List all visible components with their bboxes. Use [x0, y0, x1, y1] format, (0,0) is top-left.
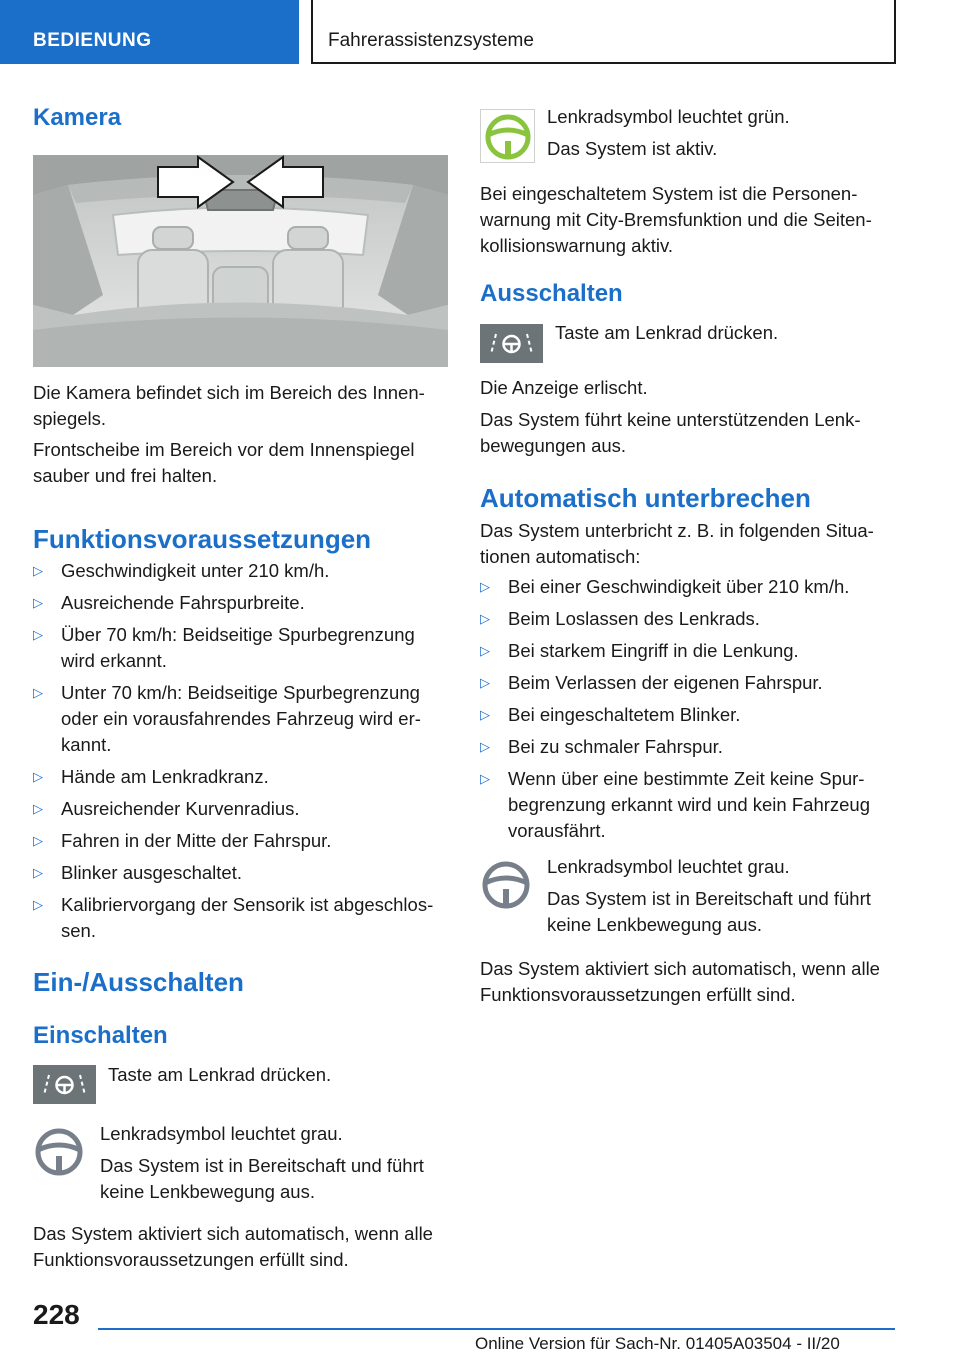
auto-text-left	[33, 1221, 448, 1273]
list-item	[480, 638, 895, 664]
eing-line: Bei eingeschaltetem System ist die Personen-	[480, 183, 858, 204]
unterbrechen-text	[480, 518, 895, 570]
list-item	[33, 680, 448, 758]
list-item-line: Unter 70 km/h: Beidseitige Spurbegrenzung	[61, 682, 420, 703]
list-item-line: Bei einer Geschwindigkeit über 210 km/h.	[508, 576, 850, 597]
list-item-text	[61, 796, 441, 822]
triangle-right-outline-icon: ▷	[480, 771, 490, 786]
list-item-line: Beim Loslassen des Lenkrads.	[508, 608, 760, 629]
page-number: 228	[33, 1299, 80, 1330]
list-item-text	[61, 680, 441, 758]
list-item-line: sen.	[61, 920, 96, 941]
list-item-text	[61, 590, 441, 616]
triangle-right-outline-icon: ▷	[33, 685, 43, 700]
kamera-line: Frontscheibe im Bereich vor dem Innenspiegel	[33, 439, 415, 460]
list-item-line: Geschwindigkeit unter 210 km/h.	[61, 560, 330, 581]
kamera-line: sauber und frei halten.	[33, 465, 218, 486]
list-item-line: oder ein vorausfahrendes Fahrzeug wird er-	[61, 708, 421, 729]
list-item	[33, 860, 448, 886]
auto-line: Das System aktiviert sich automatisch, wenn alle	[33, 1223, 433, 1244]
ein-ausschalten-heading: Ein-/Ausschalten	[33, 967, 244, 997]
list-item	[33, 558, 448, 584]
triangle-right-outline-icon: ▷	[33, 801, 43, 816]
grau-text-right	[547, 854, 895, 938]
section-tab	[0, 0, 299, 64]
triangle-right-outline-icon: ▷	[33, 833, 43, 848]
triangle-right-outline-icon: ▷	[33, 627, 43, 642]
list-item-text	[508, 638, 888, 664]
auto-line: Das System aktiviert sich automatisch, wenn alle	[480, 958, 880, 979]
grau-line: Das System ist in Bereitschaft und führt	[100, 1155, 424, 1176]
list-item-line: Über 70 km/h: Beidseitige Spurbegrenzung	[61, 624, 415, 645]
kamera-line: spiegels.	[33, 408, 107, 429]
list-item	[33, 892, 448, 944]
list-item-line: Fahren in der Mitte der Fahrspur.	[61, 830, 332, 851]
list-item-line: Blinker ausgeschaltet.	[61, 862, 242, 883]
triangle-right-outline-icon: ▷	[480, 579, 490, 594]
list-item-text	[508, 574, 888, 600]
list-item-line: wird erkannt.	[61, 650, 167, 671]
list-item	[480, 702, 895, 728]
triangle-right-outline-icon: ▷	[33, 769, 43, 784]
list-item	[33, 622, 448, 674]
eingeschaltet-text	[480, 181, 895, 259]
triangle-right-outline-icon: ▷	[480, 675, 490, 690]
auto-line: Funktionsvoraussetzungen erfüllt sind.	[480, 984, 796, 1005]
kamera-heading: Kamera	[33, 104, 122, 131]
eing-line: warnung mit City-Bremsfunktion und die Seiten-	[480, 209, 872, 230]
funktionsvoraussetzungen-heading: Funktionsvoraussetzungen	[33, 524, 372, 554]
list-item-line: begrenzung erkannt wird und kein Fahrzeug	[508, 794, 871, 815]
list-item-text	[61, 622, 441, 674]
list-item	[480, 606, 895, 632]
triangle-right-outline-icon: ▷	[480, 611, 490, 626]
camera-interior-photo	[33, 155, 448, 367]
steering-wheel-gray-icon	[480, 858, 543, 913]
grau-line: Lenkradsymbol leuchtet grau.	[100, 1123, 343, 1144]
einschalten-heading: Einschalten	[33, 1022, 168, 1049]
lane-assist-button-icon	[33, 1065, 96, 1104]
grau-line: Lenkradsymbol leuchtet grau.	[547, 856, 790, 877]
triangle-right-outline-icon: ▷	[33, 865, 43, 880]
fuehrt-line: bewegungen aus.	[480, 435, 627, 456]
list-item-text	[508, 670, 888, 696]
list-item-line: vorausfährt.	[508, 820, 606, 841]
fuehrt-line: Das System führt keine unterstützenden Lenk-	[480, 409, 861, 430]
list-item-text	[508, 766, 888, 844]
list-item-text	[61, 764, 441, 790]
list-item	[480, 766, 895, 844]
automatisch-unterbrechen-heading: Automatisch unterbrechen	[480, 483, 811, 513]
kamera-text-2	[33, 437, 448, 489]
triangle-right-outline-icon: ▷	[33, 595, 43, 610]
lane-assist-button-icon	[480, 324, 543, 363]
auto-line: Funktionsvoraussetzungen erfüllt sind.	[33, 1249, 349, 1270]
grau-line: keine Lenkbewegung aus.	[547, 914, 762, 935]
steering-wheel-green-icon	[480, 109, 535, 163]
gruen-line: Lenkradsymbol leuchtet grün.	[547, 106, 790, 127]
list-item	[480, 574, 895, 600]
chapter-box	[311, 0, 896, 64]
grau-line: Das System ist in Bereitschaft und führt	[547, 888, 871, 909]
list-item	[480, 670, 895, 696]
ausschalten-taste-text: Taste am Lenkrad drücken.	[555, 322, 779, 343]
eing-line: kollisionswarnung aktiv.	[480, 235, 673, 256]
list-item-line: Kalibriervorgang der Sensorik ist abgeschlos-	[61, 894, 434, 915]
list-item-text	[61, 828, 441, 854]
steering-wheel-gray-icon	[33, 1125, 96, 1180]
list-item-line: Wenn über eine bestimmte Zeit keine Spur-	[508, 768, 865, 789]
list-item-line: Bei eingeschaltetem Blinker.	[508, 704, 741, 725]
list-item-text	[508, 734, 888, 760]
triangle-right-outline-icon: ▷	[480, 739, 490, 754]
list-item	[33, 828, 448, 854]
list-item-line: Ausreichender Kurvenradius.	[61, 798, 300, 819]
online-version: Online Version für Sach-Nr. 01405A03504 - II/20	[475, 1334, 840, 1353]
ausschalten-heading: Ausschalten	[480, 280, 623, 307]
car-interior-illustration	[33, 155, 448, 367]
gruen-line: Das System ist aktiv.	[547, 138, 718, 159]
list-item-line: Bei zu schmaler Fahrspur.	[508, 736, 723, 757]
triangle-right-outline-icon: ▷	[480, 643, 490, 658]
auto-text-right	[480, 956, 895, 1008]
kamera-text-1	[33, 380, 448, 432]
section-label: BEDIENUNG	[33, 30, 152, 51]
list-item	[33, 590, 448, 616]
triangle-right-outline-icon: ▷	[480, 707, 490, 722]
list-item	[33, 764, 448, 790]
list-item-line: kannt.	[61, 734, 112, 755]
list-item-text	[61, 558, 441, 584]
list-item-line: Beim Verlassen der eigenen Fahrspur.	[508, 672, 823, 693]
fuehrt-text	[480, 407, 895, 459]
grau-line: keine Lenkbewegung aus.	[100, 1181, 315, 1202]
list-item	[33, 796, 448, 822]
list-item-text	[508, 702, 888, 728]
einschalten-taste-text: Taste am Lenkrad drücken.	[108, 1064, 332, 1085]
list-item-text	[508, 606, 888, 632]
list-item-line: Ausreichende Fahrspurbreite.	[61, 592, 305, 613]
kamera-line: Die Kamera befindet sich im Bereich des Innen-	[33, 382, 425, 403]
list-item	[480, 734, 895, 760]
list-item-text	[61, 860, 441, 886]
list-item-line: Hände am Lenkradkranz.	[61, 766, 269, 787]
list-item-text	[61, 892, 441, 944]
unter-line: Das System unterbricht z. B. in folgenden Situa-	[480, 520, 874, 541]
unter-line: tionen automatisch:	[480, 546, 641, 567]
footer-rule	[98, 1328, 895, 1330]
anzeige-text: Die Anzeige erlischt.	[480, 377, 648, 398]
chapter-label: Fahrerassistenzsysteme	[328, 30, 534, 51]
triangle-right-outline-icon: ▷	[33, 563, 43, 578]
list-item-line: Bei starkem Eingriff in die Lenkung.	[508, 640, 799, 661]
grau-text-left	[100, 1121, 448, 1205]
triangle-right-outline-icon: ▷	[33, 897, 43, 912]
gruen-text	[547, 104, 895, 162]
